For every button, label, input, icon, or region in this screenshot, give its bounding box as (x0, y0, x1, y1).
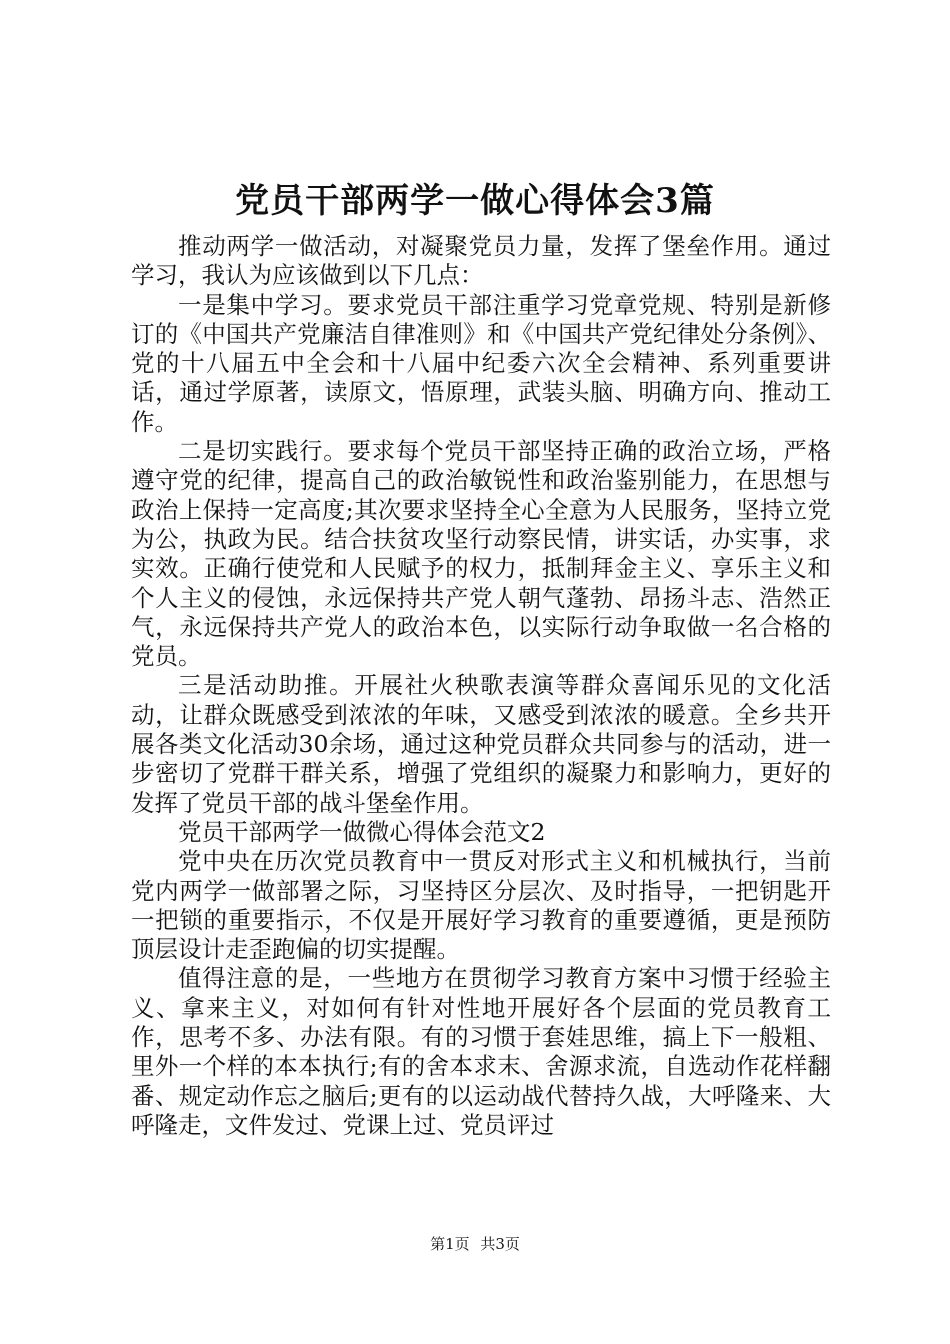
section-heading: 党员干部两学一做微心得体会范文2 (178, 817, 546, 846)
document-title: 党员干部两学一做心得体会3篇 (235, 181, 715, 221)
paragraph: 二是切实践行。要求每个党员干部坚持正确的政治立场，严格遵守党的纪律，提高自己的政治敏锐性和政治鉴别能力，在思想与政治上保持一定高度;其次要求坚持全心全意为人民服务，坚持立党为公，执政为民。结合扶贫攻坚行动察民情，讲实话，办实事，求实效。正确行使党和人民赋予的权力，抵制拜金主义、享乐主义和个人主义的侵蚀，永远保持共产党人朝气蓬勃、昂扬斗志、浩然正气，永远保持共产党人的政治本色，以实际行动争取做一名合格的党员。 (131, 437, 831, 671)
paragraph: 三是活动助推。开展社火秧歌表演等群众喜闻乐见的文化活动，让群众既感受到浓浓的年味，又感受到浓浓的暖意。全乡共开展各类文化活动30余场，通过这种党员群众共同参与的活动，进一步密切了党群干群关系，增强了党组织的凝聚力和影响力，更好的发挥了党员干部的战斗堡垒作用。 (131, 671, 831, 817)
page-number: 第1页 (430, 1235, 470, 1253)
paragraph: 推动两学一做活动，对凝聚党员力量，发挥了堡垒作用。通过学习，我认为应该做到以下几点： (131, 232, 831, 290)
paragraph: 值得注意的是，一些地方在贯彻学习教育方案中习惯于经验主义、拿来主义，对如何有针对性地开展好各个层面的党员教育工作，思考不多、办法有限。有的习惯于套娃思维，搞上下一般粗、里外一个样的本本执行;有的舍本求末、舍源求流，自选动作花样翻番、规定动作忘之脑后;更有的以运动战代替持久战，大呼隆来、大呼隆走，文件发过、党课上过、党员评过 (131, 964, 831, 1139)
document-body (131, 232, 831, 1192)
paragraph: 一是集中学习。要求党员干部注重学习党章党规、特别是新修订的《中国共产党廉洁自律准则》和《中国共产党纪律处分条例》、党的十八届五中全会和十八届中纪委六次全会精神、系列重要讲话，通过学原著，读原文，悟原理，武装头脑、明确方向、推动工作。 (131, 290, 831, 436)
page-total: 共3页 (480, 1235, 520, 1253)
page-footer (0, 1234, 950, 1254)
paragraph: 党中央在历次党员教育中一贯反对形式主义和机械执行，当前党内两学一做部署之际，习坚持区分层次、及时指导，一把钥匙开一把锁的重要指示，不仅是开展好学习教育的重要遵循，更是预防顶层设计走歪跑偏的切实提醒。 (131, 847, 831, 964)
